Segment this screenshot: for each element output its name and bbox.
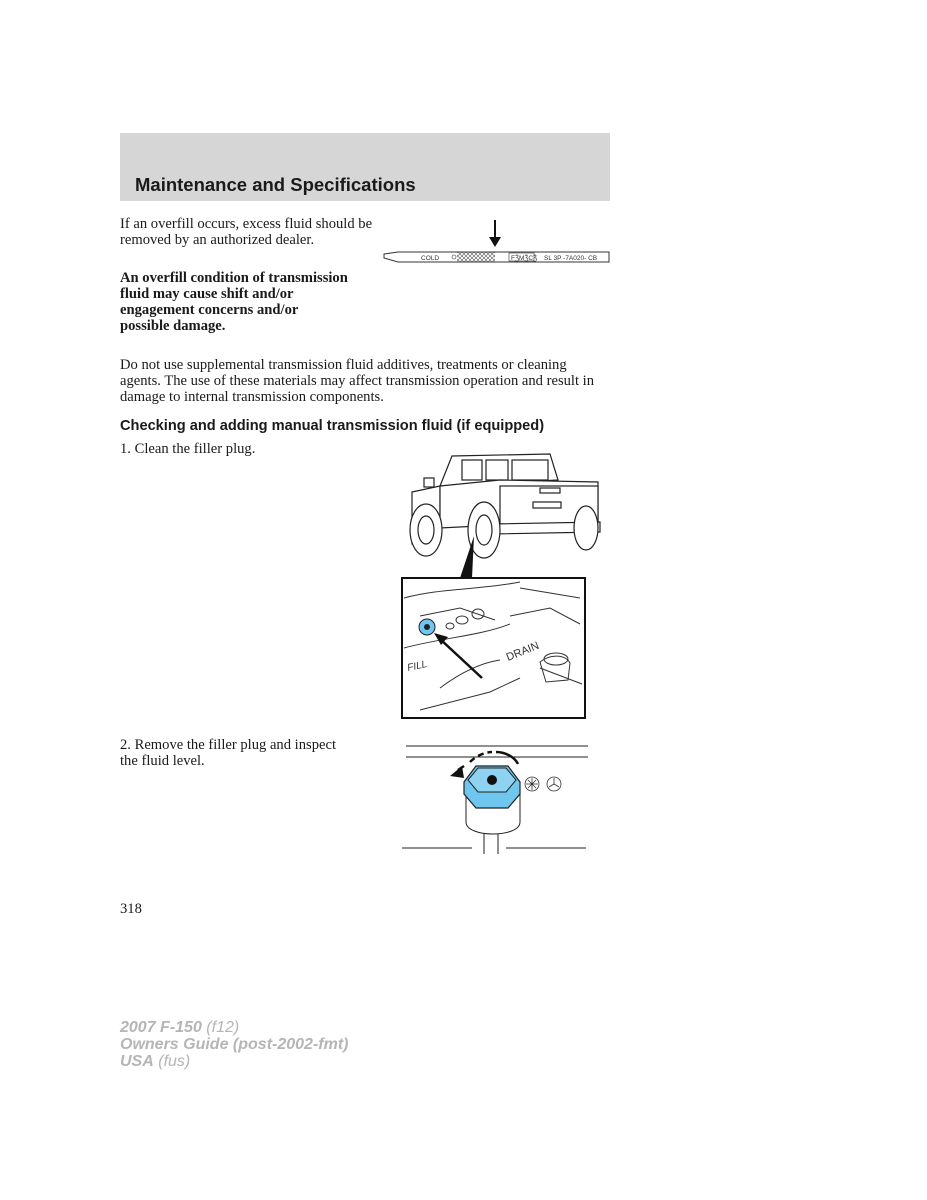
footer-region-code: (fus) xyxy=(158,1053,191,1070)
filler-plug-icon xyxy=(464,766,520,808)
manual-transmission-heading: Checking and adding manual transmission fluid (if equipped) xyxy=(120,418,545,434)
footer-model: 2007 F-150 xyxy=(120,1019,202,1036)
dipstick-hot-label: FǮMǮCǮ xyxy=(511,255,537,262)
dipstick-illustration xyxy=(380,218,612,268)
fluid-symbol-icon xyxy=(525,777,561,791)
footer-guide: Owners Guide (post-2002-fmt) xyxy=(120,1036,349,1053)
truck-filler-plug-illustration xyxy=(400,448,612,722)
filler-plug-detail xyxy=(402,578,585,718)
step-1-text: 1. Clean the filler plug. xyxy=(120,441,256,457)
drain-label: DRAIN xyxy=(504,639,541,664)
dipstick-crosshatch xyxy=(457,253,495,262)
page-number: 318 xyxy=(120,901,142,917)
arrow-down-icon xyxy=(489,220,501,247)
overfill-paragraph: If an overfill occurs, excess fluid should be removed by an authorized dealer. xyxy=(120,216,373,248)
dipstick-part-number: SL 3P -7A020- CB xyxy=(544,255,598,262)
document-footer xyxy=(120,1019,348,1070)
additives-paragraph: Do not use supplemental transmission fluid additives, treatments or cleaning agents. The use of these materials may affect transmission operation and result in damage to internal transmission components. xyxy=(120,357,595,405)
step-2-text: 2. Remove the filler plug and inspect the fluid level. xyxy=(120,737,337,769)
section-title: Maintenance and Specifications xyxy=(135,174,416,195)
footer-region: USA xyxy=(120,1053,154,1070)
footer-model-code: (f12) xyxy=(206,1019,240,1036)
fill-label: FILL xyxy=(406,659,429,674)
truck-rear-view xyxy=(410,454,600,558)
overfill-warning: An overfill condition of transmission fluid may cause shift and/or engagement concerns and/or possible damage. xyxy=(120,270,348,334)
filler-plug-icon xyxy=(419,619,435,635)
dipstick-cold-label: COLD xyxy=(421,255,440,262)
remove-plug-illustration xyxy=(400,742,592,854)
